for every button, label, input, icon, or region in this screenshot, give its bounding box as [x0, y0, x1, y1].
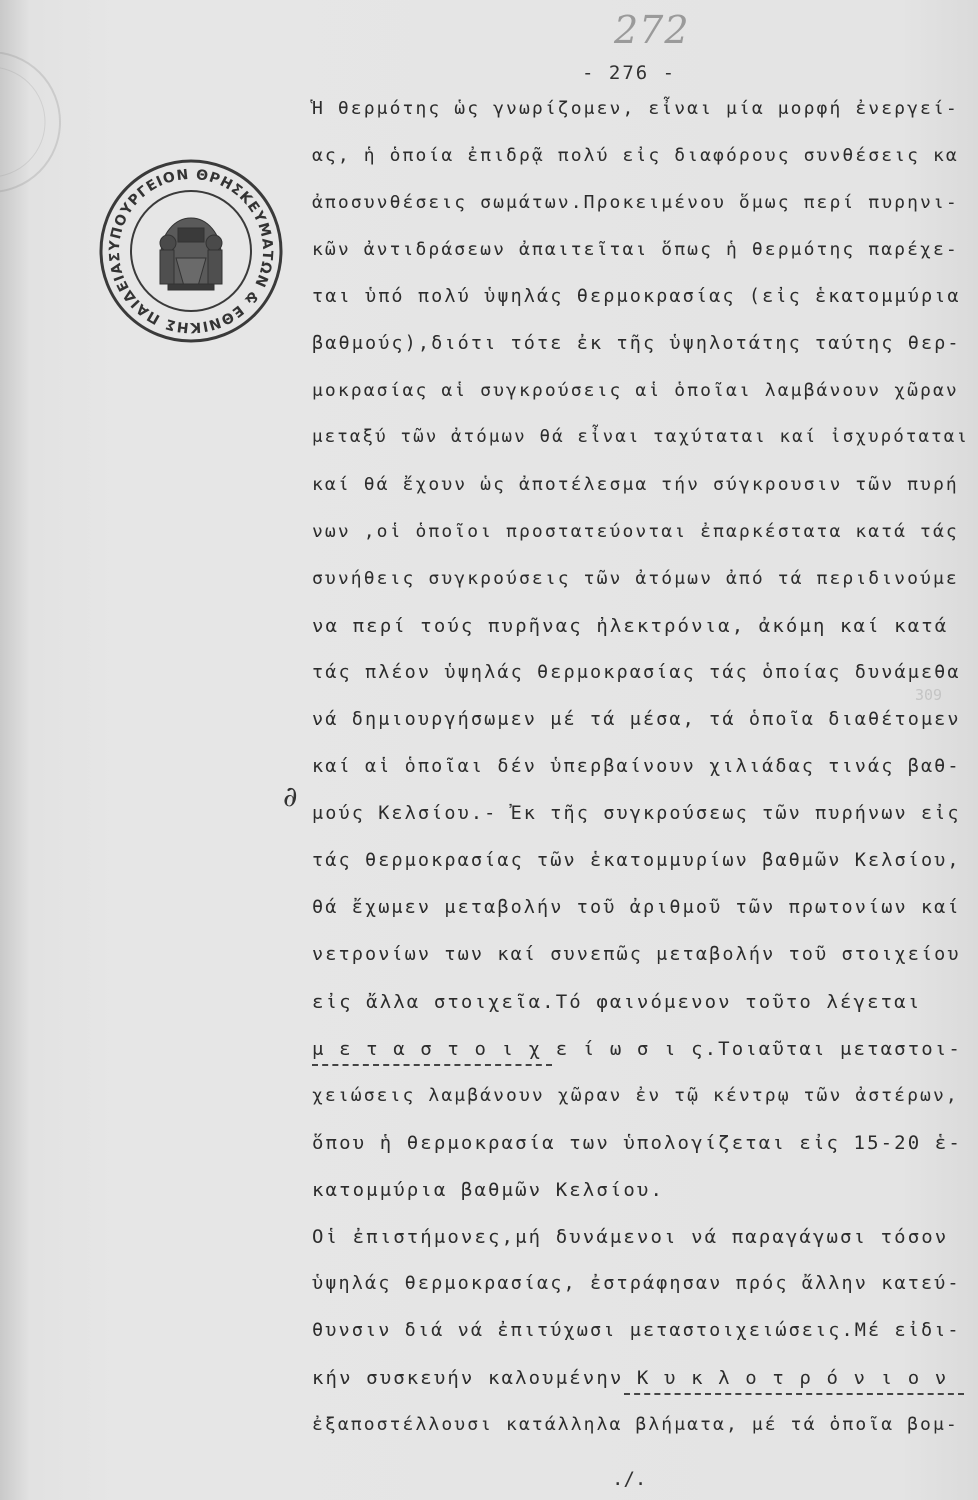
svg-text:ΥΠΟΥΡΓΕΙΟΝ ΘΡΗΣΚΕΥΜΑΤΩΝ & ΕΘΝΙ: ΥΠΟΥΡΓΕΙΟΝ ΘΡΗΣΚΕΥΜΑΤΩΝ & ΕΘΝΙΚΗΣ ΠΑΙΔΕΙΑΣ — [106, 166, 276, 336]
text-line: βαθμούς),διότι τότε ἐκ τῆς ὑψηλοτάτης ταύτης θερ- — [312, 333, 961, 354]
text-line: ἐξαποστέλλουσι κατάλληλα βλήματα, μέ τά ὁποῖα βομ- — [312, 1414, 959, 1435]
text-line: ας, ἡ ὁποία ἐπιδρᾷ πολύ εἰς διαφόρους συνθέσεις κα — [312, 145, 959, 166]
text-line: εἰς ἄλλα στοιχεῖα.Τό φαινόμενον τοῦτο λέγεται — [312, 991, 922, 1013]
text-line: θά ἔχωμεν μεταβολήν τοῦ ἀριθμοῦ τῶν πρωτονίων καί — [312, 897, 961, 918]
text-line: καί αἱ ὁποῖαι δέν ὑπερβαίνουν χιλιάδας τινάς βαθ- — [312, 756, 961, 777]
text-line: Ἡ θερμότης ὡς γνωρίζομεν, εἶναι μία μορφή ἐνεργεί- — [312, 98, 959, 119]
text-line: χειώσεις λαμβάνουν χῶραν ἐν τῷ κέντρῳ τῶν ἀστέρων, — [312, 1085, 959, 1106]
handwritten-page-number: 272 — [614, 8, 690, 52]
handwritten-margin-mark: ∂ — [283, 780, 298, 813]
text-line: να περί τούς πυρῆνας ἠλεκτρόνια, ἀκόμη καί κατά — [312, 615, 949, 637]
page-number: - 276 - — [582, 62, 677, 84]
text-line: συνήθεις συγκρούσεις τῶν ἀτόμων ἀπό τά περιδινούμε — [312, 568, 959, 589]
text-line: μεταξύ τῶν ἀτόμων θά εἶναι ταχύταται καί ἰσχυρόταται — [312, 427, 970, 447]
coat-of-arms-icon — [160, 218, 222, 290]
text-line: ὑψηλάς θερμοκρασίας, ἐστράφησαν πρός ἄλλην κατεύ- — [312, 1273, 961, 1294]
text-line: νετρονίων των καί συνεπῶς μεταβολήν τοῦ στοιχείου — [312, 944, 961, 965]
text-line: κατομμύρια βαθμῶν Κελσίου. — [312, 1179, 665, 1201]
text-line: μοκρασίας αἱ συγκρούσεις αἱ ὁποῖαι λαμβάνουν χῶραν — [312, 380, 959, 401]
text-line: ἀποσυνθέσεις σωμάτων.Προκειμένου ὅμως περί πυρηνι- — [312, 192, 959, 213]
spaced-word-underline — [624, 1393, 964, 1395]
text-line: κῶν ἀντιδράσεων ἀπαιτεῖται ὅπως ἡ θερμότης παρέχε- — [312, 239, 959, 260]
text-line: μ ε τ α σ τ ο ι χ ε ί ω σ ι ς.Τοιαῦται μεταστοι- — [312, 1038, 962, 1060]
text-line: ὅπου ἡ θερμοκρασία των ὑπολογίζεται εἰς 15-20 ἑ- — [312, 1132, 962, 1154]
spaced-word-underline — [312, 1064, 552, 1066]
text-line: Οἱ ἐπιστήμονες,μή δυνάμενοι νά παραγάγωσι τόσον — [312, 1226, 949, 1248]
ministry-seal-stamp — [98, 158, 284, 344]
text-line: τάς πλέον ὑψηλάς θερμοκρασίας τάς ὁποίας δυνάμεθα — [312, 662, 961, 683]
text-line: ται ὑπό πολύ ὑψηλάς θερμοκρασίας (εἰς ἑκατομμύρια — [312, 286, 961, 307]
text-line: κήν συσκευήν καλουμένην Κ υ κ λ ο τ ρ ό ν ι ο ν — [312, 1367, 949, 1389]
text-line: νων ,οἱ ὁποῖοι προστατεύονται ἐπαρκέστατα κατά τάς — [312, 521, 959, 542]
faint-stamp-bleedthrough — [0, 52, 70, 232]
text-line: θυνσιν διά νά ἐπιτύχωσι μεταστοιχειώσεις.Μέ εἰδι- — [312, 1320, 961, 1341]
text-line: τάς θερμοκρασίας τῶν ἑκατομμυρίων βαθμῶν Κελσίου, — [312, 850, 961, 871]
text-line: καί θά ἔχουν ὡς ἀποτέλεσμα τήν σύγκρουσιν τῶν πυρή — [312, 474, 959, 495]
text-line: μούς Κελσίου.- Ἐκ τῆς συγκρούσεως τῶν πυρήνων εἰς — [312, 803, 961, 824]
bleedthrough-number: 309 — [915, 686, 943, 704]
text-line: νά δημιουργήσωμεν μέ τά μέσα, τά ὁποῖα διαθέτομεν — [312, 709, 961, 730]
continuation-mark: ./. — [612, 1468, 647, 1490]
